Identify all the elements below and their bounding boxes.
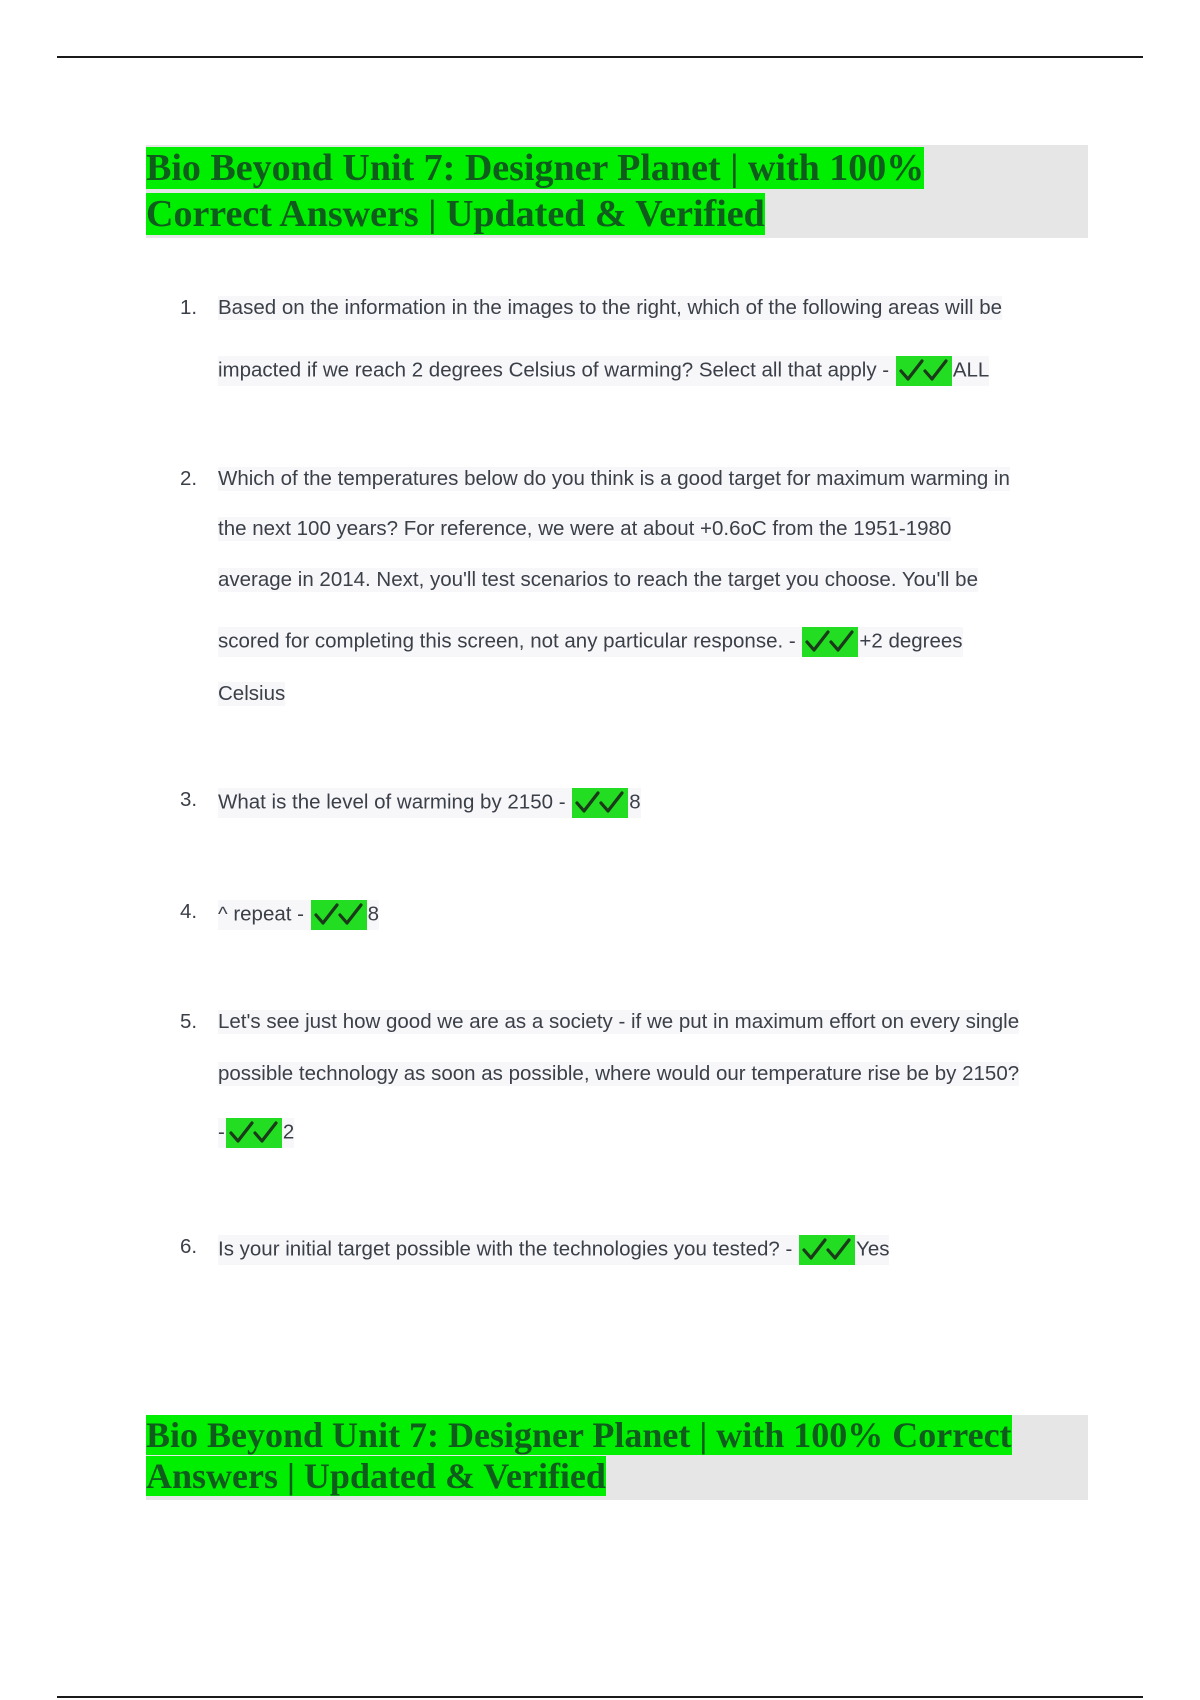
question-number: 2.	[180, 467, 198, 490]
double-checkmark-icon	[311, 900, 367, 930]
question-text-line: Let's see just how good we are as a society - if we put in maximum effort on every single	[218, 1010, 1020, 1033]
question-number: 6.	[180, 1235, 198, 1258]
footer-rule	[57, 1696, 1143, 1698]
question-text-line: What is the level of warming by 2150 - 8	[218, 788, 641, 818]
answer-text: 8	[367, 902, 380, 926]
document-title	[146, 145, 1088, 238]
answer-text: +2 degrees	[859, 629, 963, 653]
question-text-line: ^ repeat - 8	[218, 900, 379, 930]
answer-text: 2	[282, 1120, 295, 1144]
double-checkmark-icon	[226, 1118, 282, 1148]
question-number: 1.	[180, 296, 198, 319]
double-checkmark-icon	[896, 356, 952, 386]
document-title-line-1: Bio Beyond Unit 7: Designer Planet | with 100%	[146, 147, 925, 189]
document-title-line-2: Correct Answers | Updated & Verified	[146, 193, 765, 235]
question-number: 3.	[180, 788, 198, 811]
question-number: 4.	[180, 900, 198, 923]
document-footer-title	[146, 1415, 1088, 1500]
question-number: 5.	[180, 1010, 198, 1033]
question-text-line: Which of the temperatures below do you think is a good target for maximum warming in	[218, 467, 1010, 490]
footer-title-line-1: Bio Beyond Unit 7: Designer Planet | with 100% Correct	[146, 1415, 1012, 1455]
answer-text: 8	[629, 790, 641, 814]
question-text-line: the next 100 years? For reference, we were at about +0.6oC from the 1951-1980	[218, 517, 952, 540]
footer-title-line-2: Answers | Updated & Verified	[146, 1456, 606, 1496]
question-text-line: Celsius	[218, 682, 286, 705]
question-text-line: average in 2014. Next, you'll test scenarios to reach the target you choose. You'll be	[218, 568, 978, 591]
answer-text: ALL	[952, 358, 990, 382]
header-rule	[57, 56, 1143, 58]
question-text-line: Is your initial target possible with the technologies you tested? - Yes	[218, 1235, 889, 1265]
question-text-line: impacted if we reach 2 degrees Celsius of warming? Select all that apply - ALL	[218, 356, 989, 386]
double-checkmark-icon	[802, 627, 858, 657]
question-text-line: possible technology as soon as possible, where would our temperature rise be by 2150?	[218, 1062, 1020, 1085]
double-checkmark-icon	[572, 788, 628, 818]
question-text-line: scored for completing this screen, not any particular response. - +2 degrees	[218, 627, 963, 657]
question-text-line: - 2	[218, 1118, 294, 1148]
question-text-line: Based on the information in the images to the right, which of the following areas will be	[218, 296, 1002, 319]
double-checkmark-icon	[799, 1235, 855, 1265]
answer-text: Yes	[856, 1237, 890, 1261]
